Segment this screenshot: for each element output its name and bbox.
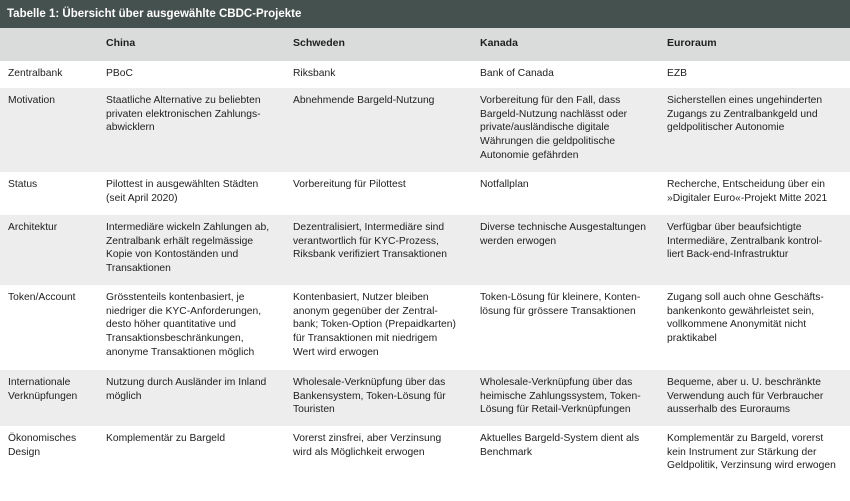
table-cell: Wholesale-Verknüpfung über das Bankensystem, Token-Lösung für Touristen (293, 377, 446, 416)
table-title: Tabelle 1: Übersicht über ausgewählte CBDC-Projekte (0, 0, 850, 28)
cbdc-projects-table (0, 28, 850, 486)
table-cell: Pilottest in ausgewählten Städten (seit April 2020) (106, 179, 259, 204)
table-row (0, 215, 850, 285)
table-cell: Wholesale-Verknüpfung über das heimische Zahlungssystem, Token- Lösung für Retail-Verknüpfungen (480, 377, 641, 416)
row-label: Architektur (8, 222, 58, 233)
table-cell: Bequeme, aber u. U. beschränkte Verwendung auch für Verbraucher ausserhalb des Euroraums (667, 377, 824, 416)
column-header-euroraum: Euroraum (667, 37, 717, 49)
table-cell: Abnehmende Bargeld-Nutzung (293, 95, 435, 106)
table-cell: Komplementär zu Bargeld, vorerst kein Instrument zur Stärkung der Geldpolitik, Verzinsung wird erwogen (667, 433, 836, 472)
column-header-corner (0, 28, 98, 61)
column-header-china: China (106, 37, 136, 49)
table-cell: Token-Lösung für kleinere, Konten- lösung für grössere Transaktionen (480, 292, 641, 317)
table-row (0, 88, 850, 172)
table-row (0, 285, 850, 370)
table-cell: Kontenbasiert, Nutzer bleiben anonym gegenüber der Zentral- bank; Token-Option (Prepaidkarten) für Transaktionen mit niedrigem Wert wird erwogen (293, 292, 456, 358)
table-cell: Sicherstellen eines ungehinderten Zugangs zu Zentralbankgeld und geldpolitischer Autonomie (667, 95, 823, 134)
table-row (0, 426, 850, 486)
table-cell: Recherche, Entscheidung über ein »Digitaler Euro«-Projekt Mitte 2021 (667, 179, 828, 204)
table-cell: Nutzung durch Ausländer im Inland möglich (106, 377, 267, 402)
table-header-row (0, 28, 850, 61)
table-cell: Verfügbar über beaufsichtigte Intermediäre, Zentralbank kontrol- liert Back-end-Infrastruktur (667, 222, 823, 261)
row-label: Ökonomisches Design (8, 433, 77, 458)
table-cell: Notfallplan (480, 179, 529, 190)
row-label: Token/Account (8, 292, 76, 303)
table-cell: Aktuelles Bargeld-System dient als Benchmark (480, 433, 640, 458)
table-cell: Intermediäre wickeln Zahlungen ab, Zentralbank erhält regelmässige Kopie von Kontoständen und Transaktionen (106, 222, 270, 275)
table-cell: Vorbereitung für den Fall, dass Bargeld-Nutzung nachlässt oder private/ausländische digitale Währungen die geldpolitische Autonomie gefährden (480, 95, 628, 161)
row-label: Motivation (8, 95, 55, 106)
table-cell: Komplementär zu Bargeld (106, 433, 226, 444)
row-label: Internationale Verknüpfungen (8, 377, 78, 402)
row-label: Status (8, 179, 38, 190)
table-row (0, 370, 850, 426)
table-cell: Staatliche Alternative zu beliebten privaten elektronischen Zahlungs- abwicklern (106, 95, 261, 134)
column-header-schweden: Schweden (293, 37, 345, 49)
table-cell: Zugang soll auch ohne Geschäfts- bankenkonto gewährleistet sein, vollkommene Anonymität nicht praktikabel (667, 292, 824, 345)
table-cell: PBoC (106, 68, 133, 79)
table-row (0, 61, 850, 88)
column-header-kanada: Kanada (480, 37, 518, 49)
table-cell: Dezentralisiert, Intermediäre sind verantwortlich für KYC-Prozess, Riksbank verifiziert Transaktionen (293, 222, 447, 261)
table-cell: Diverse technische Ausgestaltungen werden erwogen (480, 222, 646, 247)
table-cell: Riksbank (293, 68, 336, 79)
table-row (0, 172, 850, 215)
table-cell: Bank of Canada (480, 68, 554, 79)
table-cell: Vorerst zinsfrei, aber Verzinsung wird als Möglichkeit erwogen (293, 433, 442, 458)
row-label: Zentralbank (8, 68, 63, 79)
table-cell: Grösstenteils kontenbasiert, je niedriger die KYC-Anforderungen, desto höher quantitative und Transaktionsbeschränkungen, anonyme Transaktionen möglich (106, 292, 262, 358)
table-cell: Vorbereitung für Pilottest (293, 179, 406, 190)
table-cell: EZB (667, 68, 688, 79)
